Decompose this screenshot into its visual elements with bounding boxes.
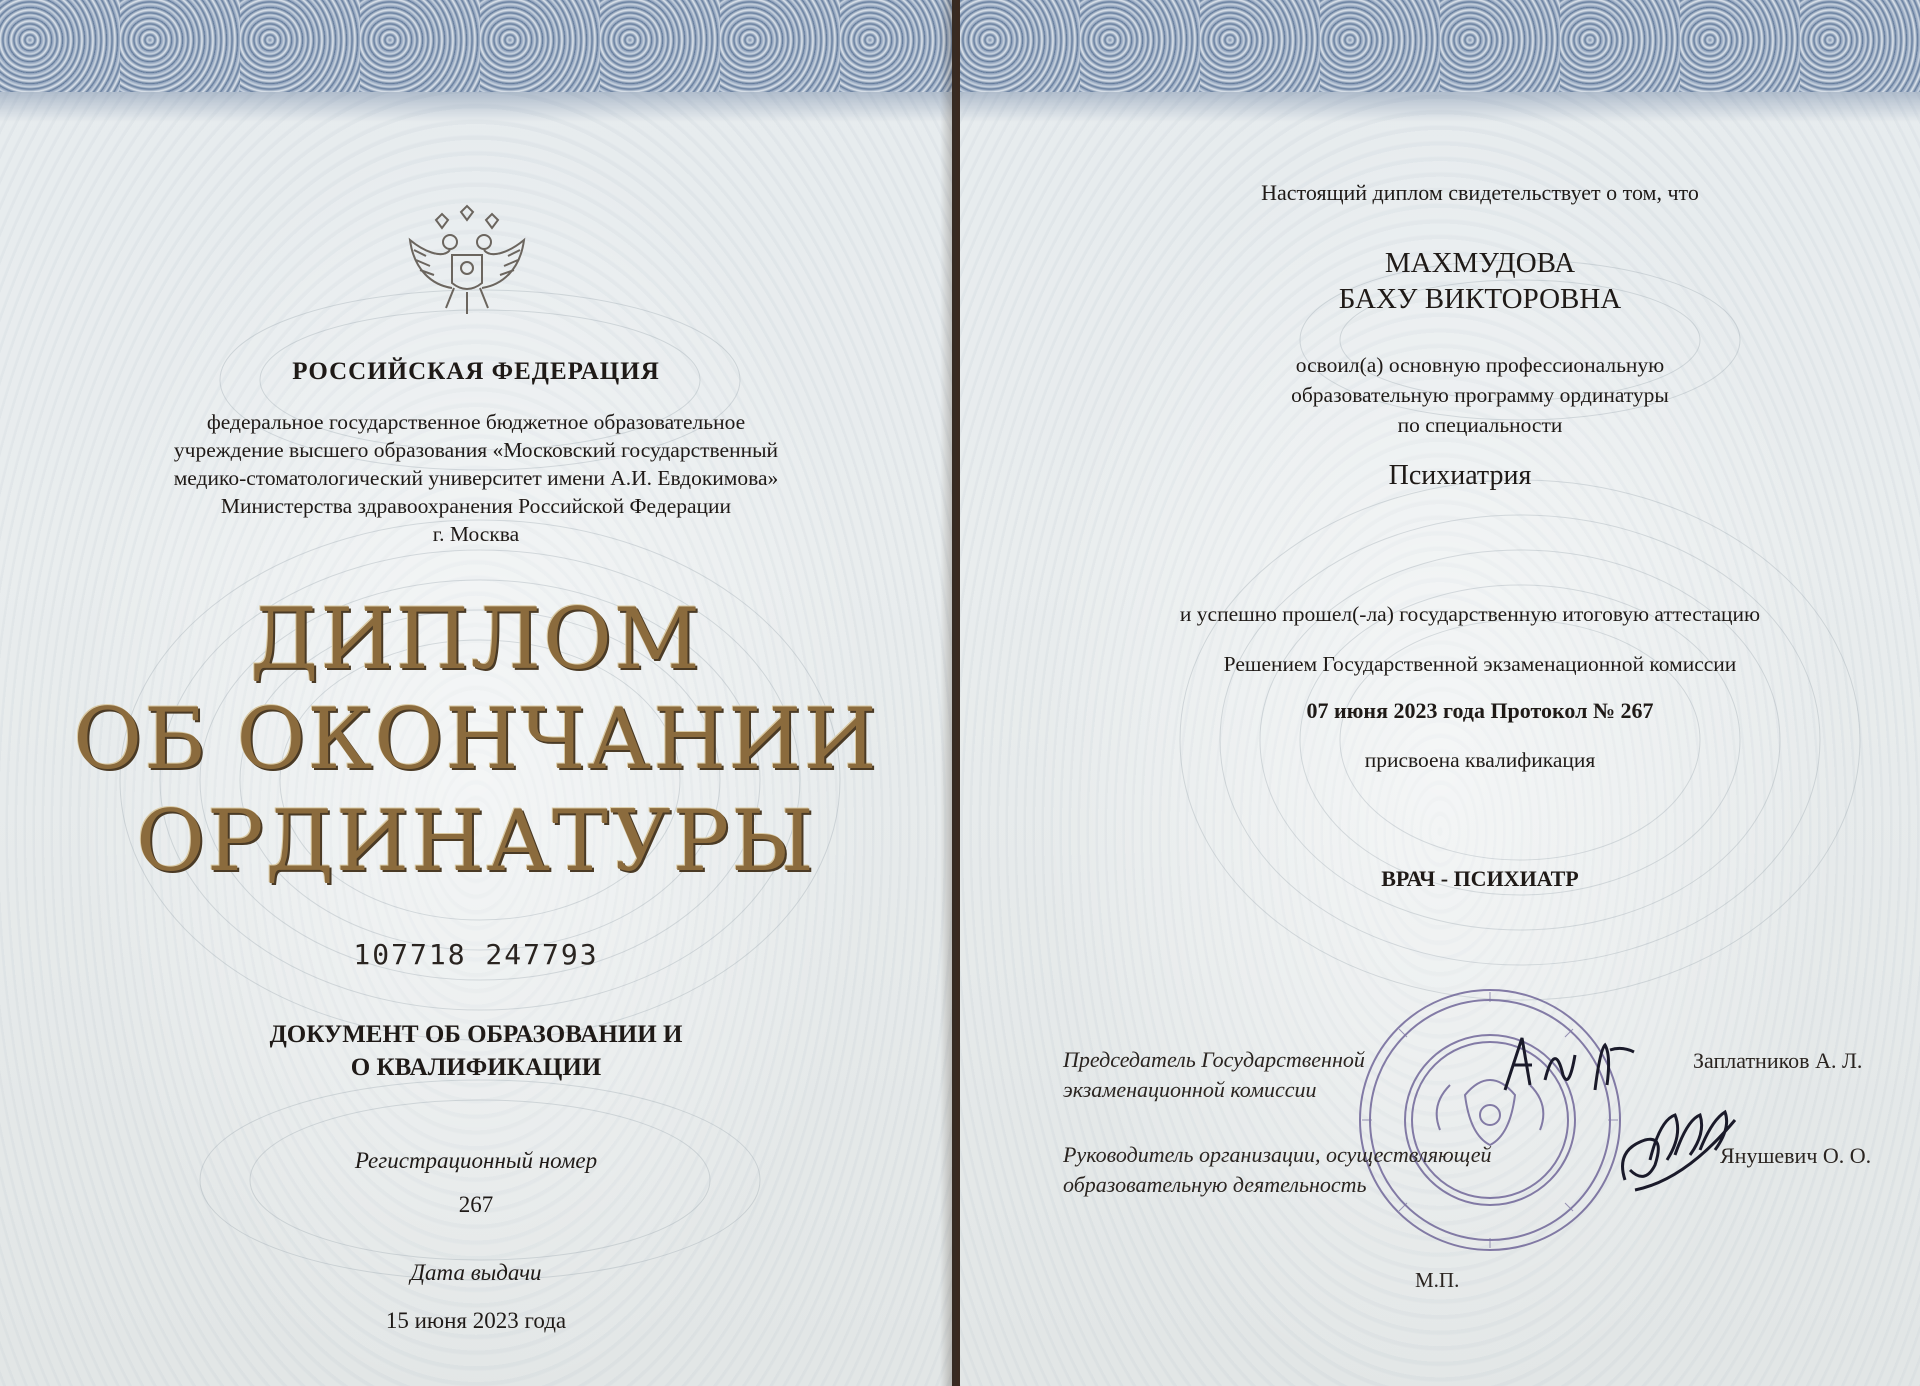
diploma-title-line-2: ОБ ОКОНЧАНИИ bbox=[73, 690, 879, 788]
security-border-top bbox=[0, 0, 952, 92]
qualification: ВРАЧ - ПСИХИАТР bbox=[1381, 866, 1579, 891]
institution-line: медико-стоматологический университет имени А.И. Евдокимова» bbox=[173, 466, 779, 490]
protocol-date-number: 07 июня 2023 года Протокол № 267 bbox=[1306, 698, 1654, 723]
coat-of-arms-icon bbox=[402, 200, 532, 330]
document-type-line: О КВАЛИФИКАЦИИ bbox=[350, 1054, 602, 1081]
graduate-given-names: БАХУ ВИКТОРОВНА bbox=[1338, 283, 1622, 315]
issue-date: 15 июня 2023 года bbox=[385, 1308, 567, 1333]
official-seal-stamp bbox=[1355, 985, 1625, 1255]
diploma-intro: Настоящий диплом свидетельствует о том, что bbox=[1261, 180, 1699, 205]
institution-line: федеральное государственное бюджетное образовательное bbox=[206, 410, 746, 434]
organization-head-title bbox=[1063, 1140, 1492, 1200]
institution-city: г. Москва bbox=[432, 522, 520, 546]
institution-line: учреждение высшего образования «Московский государственный bbox=[173, 438, 779, 462]
program-statement-line: образовательную программу ординатуры bbox=[1291, 383, 1669, 407]
program-statement-line: освоил(а) основную профессиональную bbox=[1295, 353, 1665, 377]
diploma-title-line-3: ОРДИНАТУРЫ bbox=[136, 792, 816, 890]
program-statement-line: по специальности bbox=[1397, 413, 1563, 437]
document-type bbox=[0, 1018, 952, 1084]
stamp-place-mark: М.П. bbox=[1415, 1268, 1460, 1292]
commission-chair-title-line: экзаменационной комиссии bbox=[1063, 1077, 1317, 1102]
organization-head-title-line: Руководитель организации, осуществляющей bbox=[1063, 1142, 1492, 1167]
issue-date-label: Дата выдачи bbox=[410, 1260, 542, 1285]
organization-head-title-line: образовательную деятельность bbox=[1063, 1172, 1367, 1197]
registration-label: Регистрационный номер bbox=[354, 1148, 598, 1173]
diploma-serial-number: 107718 247793 bbox=[353, 938, 599, 971]
specialty: Психиатрия bbox=[1388, 460, 1532, 491]
program-statement bbox=[1040, 350, 1920, 440]
diploma-left-page bbox=[0, 0, 952, 1386]
diploma-right-page bbox=[960, 0, 1920, 1386]
qualification-assigned-label: присвоена квалификация bbox=[1364, 748, 1596, 772]
graduate-surname: МАХМУДОВА bbox=[1384, 247, 1576, 279]
commission-decision: Решением Государственной экзаменационной комиссии bbox=[1223, 652, 1737, 676]
document-type-line: ДОКУМЕНТ ОБ ОБРАЗОВАНИИ И bbox=[269, 1021, 683, 1048]
diploma-title-line-1: ДИПЛОМ bbox=[250, 590, 702, 688]
security-border-top bbox=[960, 0, 1920, 92]
commission-chair-title bbox=[1063, 1045, 1365, 1105]
institution-line: Министерства здравоохранения Российской Федерации bbox=[220, 494, 732, 518]
graduate-name bbox=[1040, 245, 1920, 317]
registration-number: 267 bbox=[458, 1192, 494, 1217]
attestation-statement: и успешно прошел(-ла) государственную итоговую аттестацию bbox=[1179, 602, 1761, 626]
institution-name bbox=[0, 408, 952, 548]
organization-head-name: Янушевич О. О. bbox=[1720, 1143, 1872, 1168]
commission-chair-name: Заплатников А. Л. bbox=[1693, 1048, 1863, 1073]
commission-chair-title-line: Председатель Государственной bbox=[1063, 1047, 1365, 1072]
country-name: РОССИЙСКАЯ ФЕДЕРАЦИЯ bbox=[292, 358, 660, 385]
